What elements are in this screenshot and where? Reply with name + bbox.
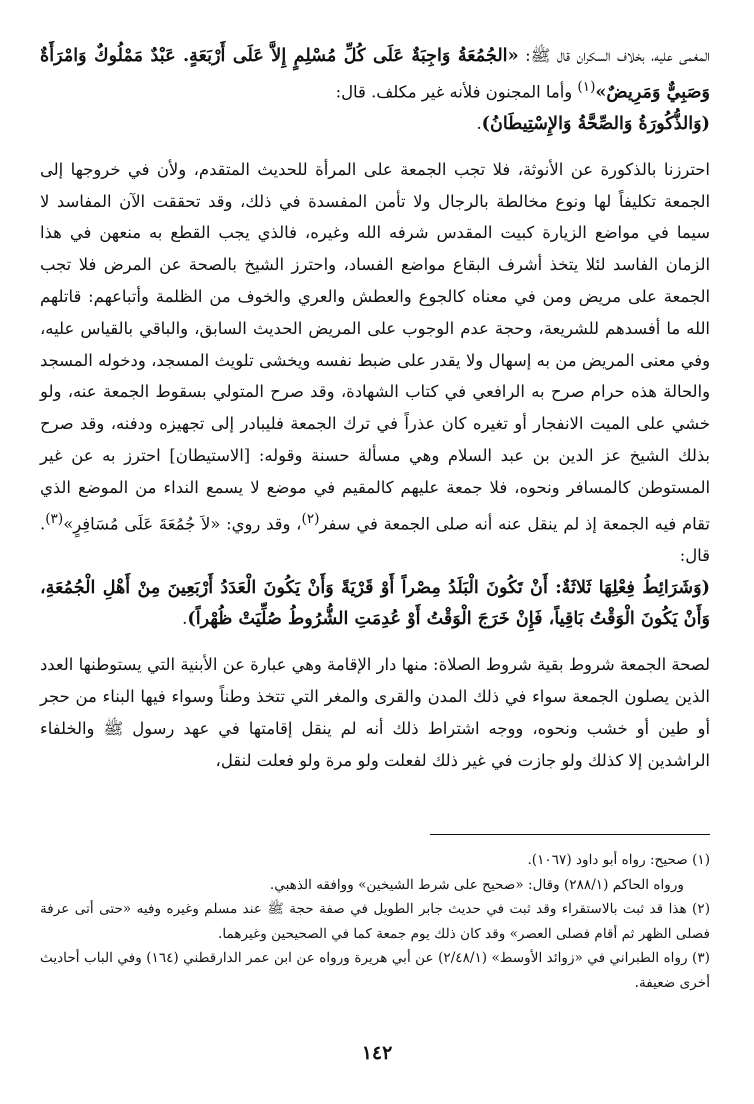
commentary-text: لصحة الجمعة شروط بقية شروط الصلاة: منها دار الإقامة وهي عبارة عن الأبنية التي يستوطنها العدد الذين يصلون الجمعة سواء في ذلك المدن والقرى والمغر التي تتخذ وطناً وسواء فيها البناء من حجر أو طين أو خشب ونحوه، ووجه اشتراط ذلك أنه لم ينقل إقامتها في عهد رسول ﷺ والخلفاء الراشدين إلا كذلك ولو جازت في غير ذلك لفعلت ولو مرة ولو فعلت لنقل، (40, 655, 710, 770)
commentary-text: احترزنا بالذكورة عن الأنوثة، فلا تجب الجمعة على المرأة للحديث المتقدم، ولأن في خروجها إلى الجمعة تكليفاً لها ونوع مخالطة بالرجال ولا تأمن المفسدة في ذلك، وقد تحققت الآن المفاسد لا سيما في مواضع الزيارة كبيت المقدس شرفه الله وغيره، فالذي يجب القطع به منعهن في هذا الزمان الفاسد لئلا يتخذ أشرف البقاع مواضع الفساد، واحترز الشيخ بالصحة عن المرض فلا تجب الجمعة على مريض ومن في معناه كالجوع والعطش والعري والخوف من الظلمة وأتباعهم: قاتلهم الله ما أفسدهم للشريعة، وحجة عدم الوجوب على المريض الحديث السابق، والباقي بالقياس عليه، وفي معنى المريض من به إسهال ولا يقدر على ضبط نفسه ويخشى تلويث المسجد، ودخوله المسجد والحالة هذه حرام صرح به الرافعي في كتاب الشهادة، وقد صرح المتولي بسقوط الجمعة عنه، ولو خشي على الميت الانفجار أو تغيره كان عذراً في ترك الجمعة فليبادر إلى تجهيزه ودفنه، وقد صرح بذلك الشيخ عز الدين بن عبد السلام وهي مسألة حسنة وقوله: [الاستيطان] احترز به عن غير المستوطن كالمسافر ونحوه، فلا جمعة عليهم كالمقيم في موضع لا يسمع النداء من الموضع الذي تقام فيه الجمعة إذ لم ينقل عنه أنه صلى الجمعة في سفر (40, 159, 710, 534)
hadith-quote: «الجُمُعَةُ وَاجِبَةٌ عَلَى كُلِّ مُسْلِمٍ إِلاَّ عَلَى أَرْبَعَةٍ. عَبْدٌ مَمْلُوكٌ وَامْرَأَةٌ وَصَبِيٌّ وَمَرِيضٌ» (40, 45, 710, 103)
text: . (476, 114, 482, 134)
footnote-1-continued: ورواه الحاكم (٢٨٨/١) وقال: «صحيح على شرط الشيخين» ووافقه الذهبي. (269, 876, 684, 893)
hadith-quote: «لاَ جُمُعَةَ عَلَى مُسَافِرٍ» (63, 514, 221, 534)
text: المغمى عليه، بخلاف السكران قال ﷺ: (518, 46, 710, 65)
footnote-3: (٣) رواه الطبراني في «زوائد الأوسط» (٢/٤٨/١) عن أبي هريرة ورواه عن ابن عمر الدارقطني (١٦٤) وفي الباب أحاديث أخرى ضعيفة. (40, 950, 710, 991)
text: ، وقد روي: (220, 514, 302, 534)
footnote-2: (٢) هذا قد ثبت بالاستقراء وقد ثبت في حديث جابر الطويل في صفة حجة ﷺ عند مسلم وغيره وفيه «حتى أتى عرفة فصلى الظهر ثم أقام فصلى العصر» وقد كان ذلك يوم جمعة كما في الصحيحين وغيرهما. (40, 901, 710, 942)
footnote-ref-2: (٢) (301, 510, 320, 527)
matn-text: (وَالذُّكُورَةُ وَالصِّحَّةُ وَالإِسْتِيطَانُ) (481, 113, 710, 135)
text: . قال: (40, 514, 710, 565)
page-number: ١٤٢ (361, 1042, 393, 1064)
footnote-separator (430, 834, 710, 835)
footnotes (40, 848, 710, 995)
footnote-ref-1: (١) (577, 78, 596, 95)
paragraph-3 (40, 649, 710, 776)
paragraph-1 (40, 40, 710, 140)
paragraph-2 (40, 154, 710, 635)
matn-text: (وَشَرَائِطُ فِعْلِهَا ثَلاثَةٌ: أَنْ تَكُونَ الْبَلَدُ مِصْراً أَوْ قَرْيَةً وَأَنْ يَكُونَ الْعَدَدُ أَرْبَعِينَ مِنْ أَهْلِ الْجُمُعَةِ، وَأَنْ يَكُونَ الْوَقْتُ بَاقِياً، فَإِنْ خَرَجَ الْوَقْتُ أَوْ عُدِمَتِ الشُّرُوطُ صُلِّيَتْ ظُهْراً) (40, 576, 710, 630)
footnote-1: (١) صحيح: رواه أبو داود (١٠٦٧). (527, 852, 710, 868)
text: وأما المجنون فلأنه غير مكلف. قال: (335, 82, 578, 102)
footnote-ref-3: (٣) (45, 510, 64, 527)
text: . (182, 609, 188, 629)
